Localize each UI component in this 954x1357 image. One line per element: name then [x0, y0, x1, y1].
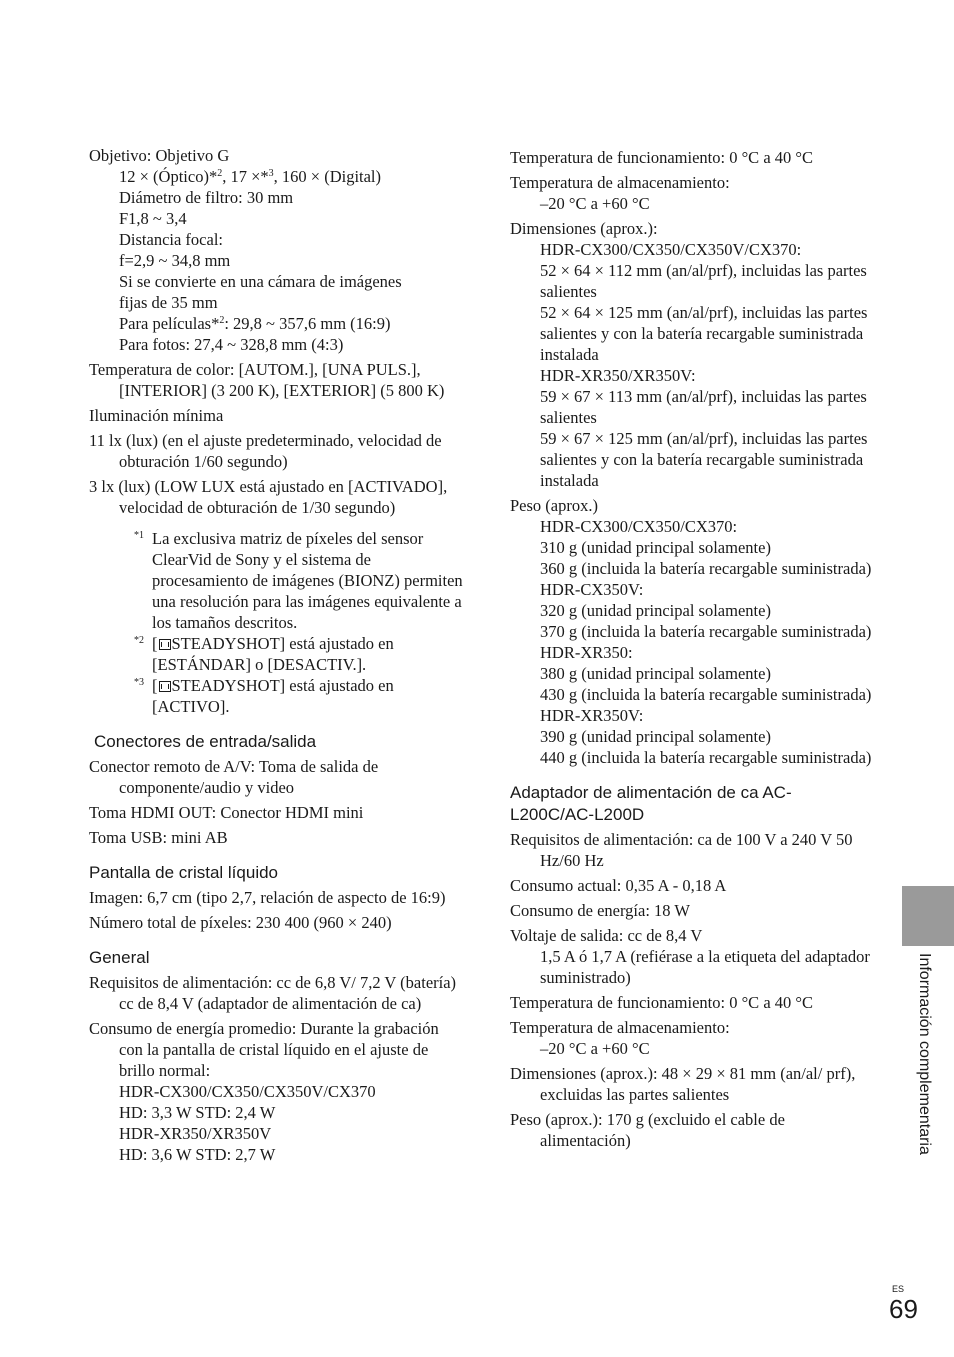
- footnote-3: *3 [ STEADYSHOT] está ajustado en [ACTIVO].: [134, 676, 394, 716]
- convert-line: Si se convierte en una cámara de imágenes: [119, 272, 402, 291]
- lcd-pixels: Número total de píxeles: 230 400 (960 × 240): [89, 913, 392, 932]
- consumption-value-2: HD: 3,6 W STD: 2,7 W: [119, 1145, 276, 1164]
- left-column: [89, 145, 464, 1165]
- focal-label: Distancia focal:: [119, 230, 223, 249]
- right-column: [510, 147, 875, 1155]
- movies-line: Para películas*$^2$: 29,8 ~ 357,6 mm (16:9): [119, 314, 391, 333]
- adaptor-consumption: Consumo de energía: 18 W: [510, 901, 690, 920]
- convert-line-2: fijas de 35 mm: [119, 293, 218, 312]
- aperture-line: F1,8 ~ 3,4: [119, 209, 187, 228]
- section-side-label: Información complementaria: [916, 953, 933, 1155]
- adaptor-storage-temp: Temperatura de almacenamiento: –20 °C a +60 °C: [510, 1018, 730, 1058]
- consumption-model-1: HDR-CX300/CX350/CX350V/CX370: [119, 1082, 376, 1101]
- adaptor-weight: Peso (aprox.): 170 g (excluido el cable de alimentación): [510, 1110, 785, 1150]
- consumption-model-2: HDR-XR350/XR350V: [119, 1124, 272, 1143]
- heading-lcd: Pantalla de cristal líquido: [89, 863, 279, 882]
- adaptor-dimensions: Dimensiones (aprox.): 48 × 29 × 81 mm (an/al/ prf), excluidas las partes salientes: [510, 1064, 856, 1104]
- adaptor-current: Consumo actual: 0,35 A - 0,18 A: [510, 876, 727, 895]
- operating-temp: Temperatura de funcionamiento: 0 °C a 40 °C: [510, 148, 813, 167]
- footnote-2: *2 [ STEADYSHOT] está ajustado en [ESTÁNDAR] o [DESACTIV.].: [134, 634, 394, 674]
- film-steadyshot-icon: [159, 639, 171, 650]
- connector-av: Conector remoto de A/V: Toma de salida de componente/audio y video: [89, 757, 379, 797]
- adaptor-voltage: Voltaje de salida: cc de 8,4 V 1,5 A ó 1,7 A (refiérase a la etiqueta del adaptador suministrado): [510, 926, 870, 987]
- filter-line: Diámetro de filtro: 30 mm: [119, 188, 294, 207]
- lcd-image: Imagen: 6,7 cm (tipo 2,7, relación de aspecto de 16:9): [89, 888, 446, 907]
- connector-usb: Toma USB: mini AB: [89, 828, 228, 847]
- objetivo-line: Objetivo: Objetivo G: [89, 146, 230, 165]
- adaptor-operating-temp: Temperatura de funcionamiento: 0 °C a 40 °C: [510, 993, 813, 1012]
- power-requirements: Requisitos de alimentación: cc de 6,8 V/ 7,2 V (batería) cc de 8,4 V (adaptador de alimentación de ca): [89, 973, 457, 1013]
- heading-connectors: Conectores de entrada/salida: [94, 732, 317, 751]
- power-consumption: Consumo de energía promedio: Durante la grabación con la pantalla de cristal líquido en el ajuste de brillo normal:: [89, 1019, 439, 1080]
- consumption-value-1: HD: 3,3 W STD: 2,4 W: [119, 1103, 276, 1122]
- heading-general: General: [89, 948, 150, 967]
- section-tab: [902, 886, 954, 946]
- weight: Peso (aprox.) HDR-CX300/CX350/CX370: 310 g (unidad principal solamente) 360 g (incluida la batería recargable suministrada) HDR-CX350V: 320 g (unidad principal solamente) 370 g (incluida la batería recargable suministrada) HDR-XR350: 380 g (unidad principal solamente) 430 g (incluida la batería recargable suministrada) HDR-XR350V: 390 g (unidad principal solamente) 440 g (incluida la batería recargable suministrada): [510, 496, 872, 767]
- photos-line: Para fotos: 27,4 ~ 328,8 mm (4:3): [119, 335, 344, 354]
- objetivo-spec: [89, 145, 464, 355]
- heading-ac-adaptor: Adaptador de alimentación de ca AC-L200C/AC-L200D: [510, 783, 792, 824]
- adaptor-power: Requisitos de alimentación: ca de 100 V a 240 V 50 Hz/60 Hz: [510, 830, 853, 870]
- dimensions: Dimensiones (aprox.): HDR-CX300/CX350/CX350V/CX370: 52 × 64 × 112 mm (an/al/prf), incluidas las partes salientes 52 × 64 × 125 mm (an/al/prf), incluidas las partes salientes y con la batería recargable suministrada instalada HDR-XR350/XR350V: 59 × 67 × 113 mm (an/al/prf), incluidas las partes salientes 59 × 67 × 125 mm (an/al/prf), incluidas las partes salientes y con la batería recargable suministrada instalada: [510, 219, 868, 490]
- zoom-line: 12 × (Óptico)*$^2$, 17 ×*$^3$, 160 × (Digital): [119, 167, 382, 186]
- min-illumination: Iluminación mínima: [89, 406, 224, 425]
- connector-hdmi: Toma HDMI OUT: Conector HDMI mini: [89, 803, 364, 822]
- storage-temp: Temperatura de almacenamiento: –20 °C a +60 °C: [510, 173, 730, 213]
- lux-11: 11 lx (lux) (en el ajuste predeterminado, velocidad de obturación 1/60 segundo): [89, 431, 442, 471]
- page-number: 69: [889, 1294, 918, 1324]
- footnote-1: *1 La exclusiva matriz de píxeles del sensor ClearVid de Sony y el sistema de procesamiento de imágenes (BIONZ) permiten una resolución para las imágenes equivalente a los tamaños descritos.: [134, 529, 463, 632]
- film-steadyshot-icon: [159, 681, 171, 692]
- color-temperature: Temperatura de color: [AUTOM.], [UNA PULS.], [INTERIOR] (3 200 K), [EXTERIOR] (5 800 K): [89, 360, 445, 400]
- language-code: ES: [892, 1284, 905, 1294]
- focal-value: f=2,9 ~ 34,8 mm: [119, 251, 231, 270]
- lux-3: 3 lx (lux) (LOW LUX está ajustado en [ACTIVADO], velocidad de obturación de 1/30 segundo): [89, 477, 448, 517]
